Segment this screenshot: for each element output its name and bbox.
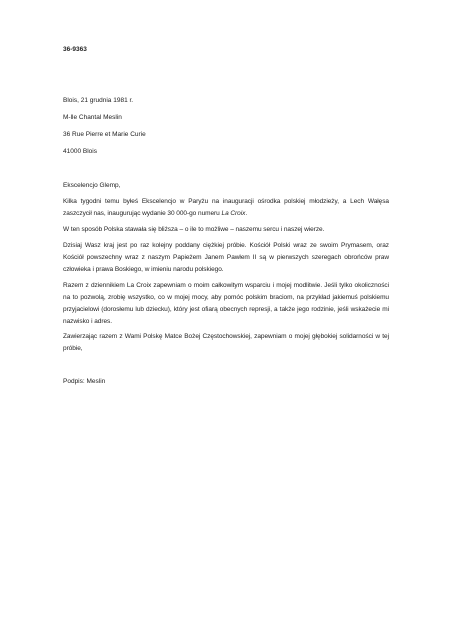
salutation: Ekscelencjo Glemp, — [63, 182, 121, 189]
paragraph-5: Zawierzając razem z Wami Polskę Matce Bożej Częstochowskiej, zapewniam o mojej głębokiej solidarności w tej próbie, — [63, 333, 389, 352]
paragraph-3: Dzisiaj Wasz kraj jest po raz kolejny poddany ciężkiej próbie. Kościół Polski wraz ze swoim Prymasem, oraz Kościół powszechny wraz z naszym Papieżem Janem Pawłem II są w pierwszych szeregach obrońców praw człowieka i prawa Boskiego, w imieniu narodu polskiego. — [63, 242, 389, 273]
sender-name: M-lle Chantal Meslin — [63, 114, 122, 121]
paragraph-2: W ten sposób Polska stawała się bliższa – o ile to możliwe – naszemu sercu i naszej wierze. — [63, 226, 325, 233]
date-line: Blois, 21 grudnia 1981 r. — [63, 97, 134, 104]
newspaper-title: La Croix — [221, 210, 246, 217]
paragraph-1-text: Kilka tygodni temu byłeś Ekscelencjo w Paryżu na inauguracji ośrodka polskiej młodzieży, a Lech Wałęsa zaszczycił nas, inaugurując wydanie 30 000-go numeru — [63, 198, 389, 217]
document-reference: 36-9363 — [63, 46, 87, 53]
signature: Podpis: Meslin — [63, 378, 106, 385]
sender-city: 41000 Blois — [63, 148, 97, 155]
paragraph-4: Razem z dziennikiem La Croix zapewniam o moim całkowitym wsparciu i mojej modlitwie. Jeśli tylko okoliczności na to pozwolą, zrobię wszystko, co w mojej mocy, aby pomóc polskim braciom, na przykład jakiemuś polskiemu przyjacielowi (dorosłemu lub dziecku), który jest ofiarą obecnych represji, a także jego rodzinie, jeśli wskażecie mi nazwisko i adres. — [63, 282, 389, 325]
sender-street: 36 Rue Pierre et Marie Curie — [63, 131, 146, 138]
paragraph-1-end: . — [245, 210, 248, 217]
paragraph-1 — [63, 196, 389, 220]
